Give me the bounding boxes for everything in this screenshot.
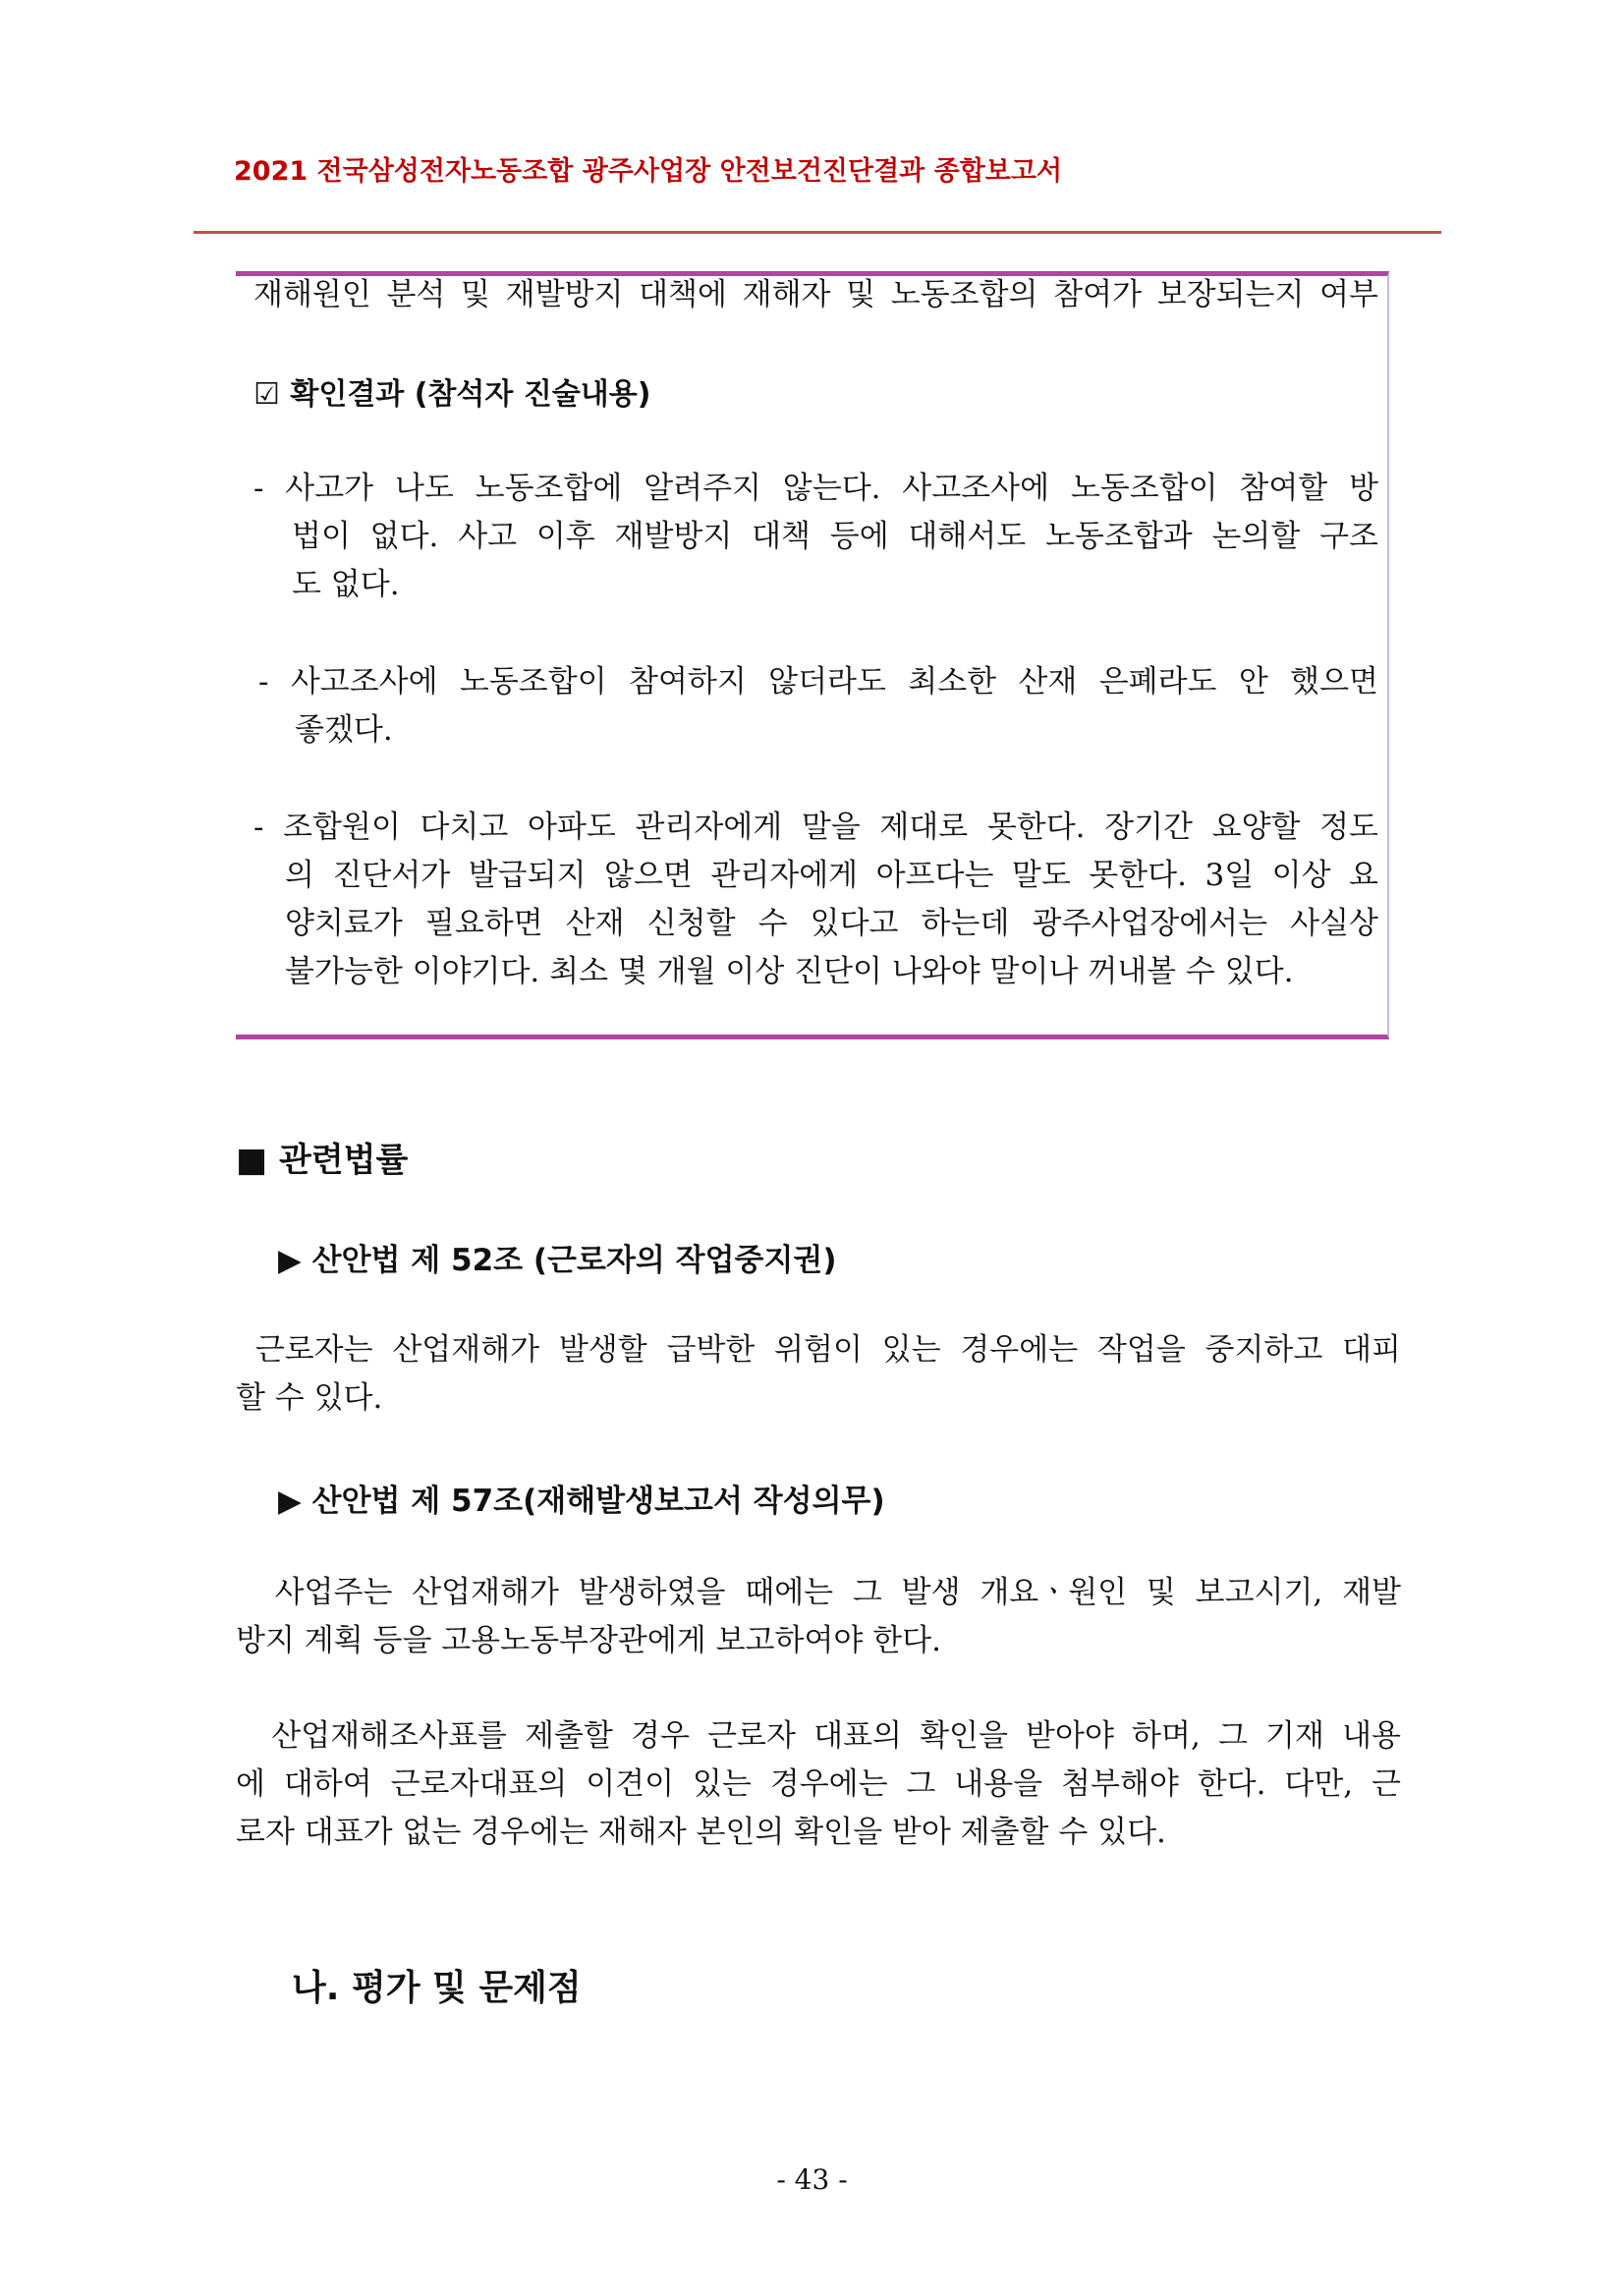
law-52-title: 산안법 제 52조 (근로자의 작업중지권) bbox=[311, 1243, 837, 1278]
law-52-heading bbox=[278, 1235, 837, 1279]
law-57-title: 산안법 제 57조(재해발생보고서 작성의무) bbox=[311, 1484, 885, 1519]
confirm-heading bbox=[253, 369, 650, 413]
report-title: 2021 전국삼성전자노동조합 광주사업장 안전보건진단결과 종합보고서 bbox=[234, 156, 1063, 187]
header-divider bbox=[194, 231, 1441, 234]
law-57-paragraph-1: 사업주는 산업재해가 발생하였을 때에는 그 발생 개요ㆍ원인 및 보고시기, 재발 방지 계획 등을 고용노동부장관에게 보고하여야 한다. bbox=[236, 1575, 1401, 1658]
page-number: - 43 - bbox=[776, 2163, 848, 2196]
arrow-right-icon: ▶ bbox=[278, 1243, 302, 1278]
question-text: 재해원인 분석 및 재발방지 대책에 재해자 및 노동조합의 참여가 보장되는지 여부 bbox=[253, 277, 1378, 312]
related-laws-label: 관련법률 bbox=[278, 1141, 409, 1180]
law-57-heading bbox=[278, 1476, 885, 1520]
statement-item-2-cont: 좋겠다. bbox=[295, 712, 393, 748]
law-52-text: 근로자는 산업재해가 발생할 급박한 위험이 있는 경우에는 작업을 중지하고 대피 할 수 있다. bbox=[236, 1332, 1401, 1416]
related-laws-heading bbox=[236, 1133, 408, 1181]
arrow-right-icon: ▶ bbox=[278, 1484, 302, 1519]
law-57-paragraph-2: 산업재해조사표를 제출할 경우 근로자 대표의 확인을 받아야 하며, 그 기재 내용 에 대하여 근로자대표의 이견이 있는 경우에는 그 내용을 첨부해야 한다. 다만, 근 로자 대표가 없는 경우에는 재해자 본인의 확인을 받아 제출할 수 있다. bbox=[236, 1718, 1401, 1850]
checkbox-icon: ☑ bbox=[253, 377, 280, 412]
statement-item-3-cont: 의 진단서가 발급되지 않으면 관리자에게 아프다는 말도 못한다. 3일 이상 요 양치료가 필요하면 산재 신청할 수 있다고 하는데 광주사업장에서는 사실상 불가능한 이야기다. 최소 몇 개월 이상 진단이 나와야 말이나 꺼내볼 수 있다. bbox=[285, 858, 1378, 989]
statement-item-2: - 사고조사에 노동조합이 참여하지 않더라도 최소한 산재 은폐라도 안 했으면 bbox=[258, 664, 1378, 700]
chapter-heading: 나. 평가 및 문제점 bbox=[292, 1968, 582, 2008]
confirm-label: 확인결과 (참석자 진술내용) bbox=[290, 377, 651, 412]
square-bullet-icon: ■ bbox=[236, 1141, 268, 1180]
statement-item-3: - 조합원이 다치고 아파도 관리자에게 말을 제대로 못한다. 장기간 요양할 정도 bbox=[253, 810, 1378, 845]
statement-item-1-cont: 법이 없다. 사고 이후 재발방지 대책 등에 대해서도 노동조합과 논의할 구조 도 없다. bbox=[292, 519, 1378, 602]
statement-item-1: - 사고가 나도 노동조합에 알려주지 않는다. 사고조사에 노동조합이 참여할 방 bbox=[253, 471, 1378, 506]
